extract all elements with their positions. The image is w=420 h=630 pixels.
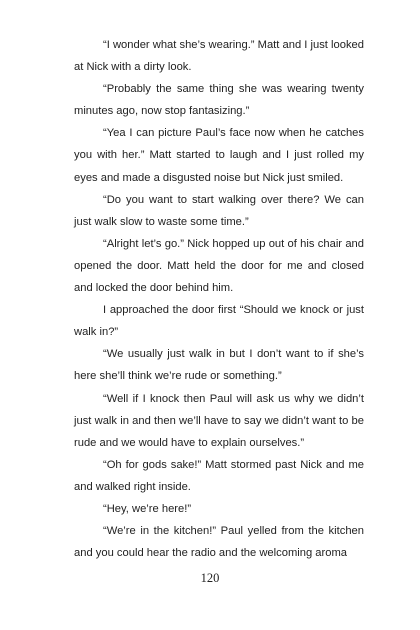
paragraph-5: “Alright let’s go.” Nick hopped up out of his chair and opened the door. Matt held the door for me and closed and locked the door behind him. bbox=[74, 237, 364, 295]
paragraph-3: “Yea I can picture Paul’s face now when he catches you with her.” Matt started to laugh and I just rolled my eyes and made a disgusted noise but Nick just smiled. bbox=[74, 127, 364, 184]
paragraph-2: “Probably the same thing she was wearing twenty minutes ago, now stop fantasizing.” bbox=[74, 83, 364, 118]
paragraph-7: “We usually just walk in but I don’t want to if she’s here she’ll think we’re rude or something.” bbox=[74, 348, 364, 383]
page-number: 120 bbox=[200, 571, 220, 585]
paragraph-8: “Well if I knock then Paul will ask us why we didn’t just walk in and then we’ll have to say we didn’t want to be rude and we would have to explain ourselves.” bbox=[74, 392, 364, 449]
paragraph-9: “Oh for gods sake!” Matt stormed past Nick and me and walked right inside. bbox=[74, 458, 364, 493]
paragraph-4: “Do you want to start walking over there? We can just walk slow to waste some time.” bbox=[74, 193, 364, 228]
body-text bbox=[74, 34, 364, 564]
paragraph-11: “We’re in the kitchen!” Paul yelled from the kitchen and you could hear the radio and the welcoming aroma bbox=[74, 525, 364, 560]
paragraph-6: I approached the door first “Should we knock or just walk in?” bbox=[74, 304, 364, 339]
paragraph-10: “Hey, we’re here!” bbox=[103, 502, 192, 515]
paragraph-1: “I wonder what she’s wearing.” Matt and I just looked at Nick with a dirty look. bbox=[74, 39, 364, 74]
